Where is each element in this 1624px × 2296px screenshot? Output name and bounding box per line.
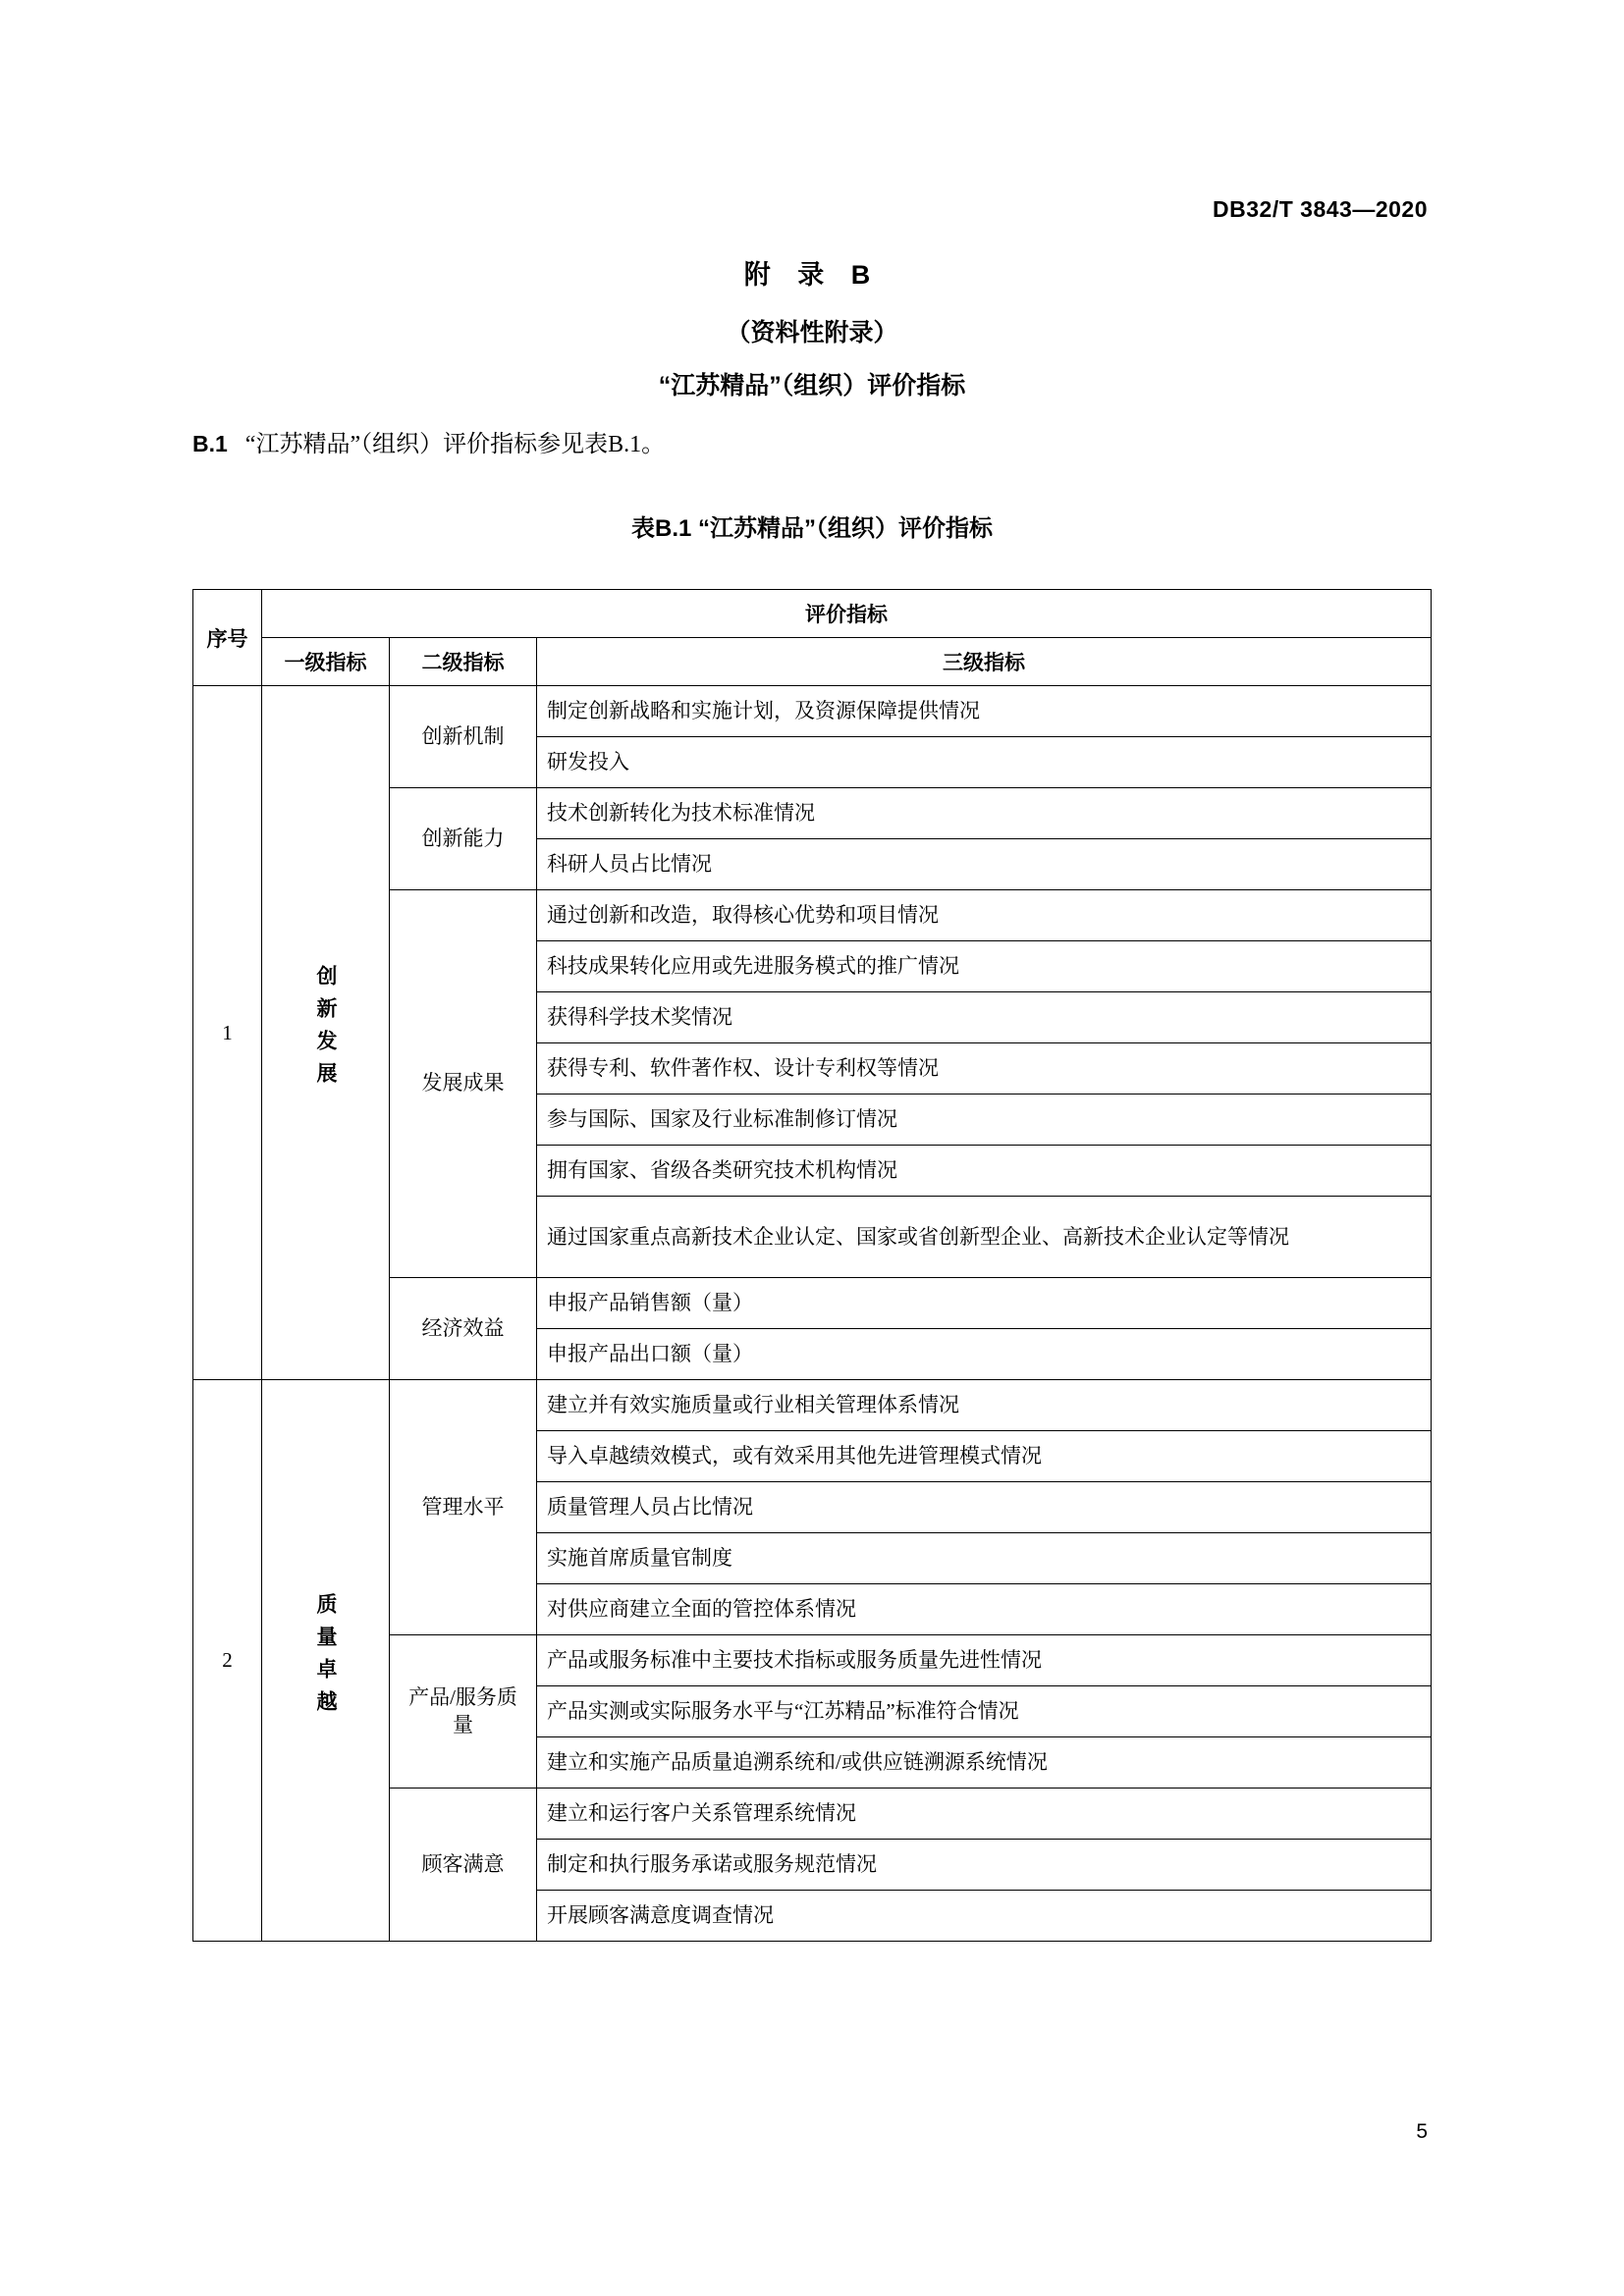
level3-cell: 实施首席质量官制度	[537, 1533, 1432, 1584]
level3-cell: 申报产品销售额（量）	[537, 1278, 1432, 1329]
clause-b1	[192, 424, 665, 458]
level3-cell: 通过创新和改造，取得核心优势和项目情况	[537, 890, 1432, 941]
level3-cell: 建立和实施产品质量追溯系统和/或供应链溯源系统情况	[537, 1737, 1432, 1789]
header-level3: 三级指标	[537, 638, 1432, 686]
clause-text: “江苏精品”（组织）评价指标参见表B.1。	[244, 432, 666, 457]
level2-cell: 经济效益	[390, 1278, 537, 1380]
table-header-row-2	[193, 638, 1432, 686]
group-level1: 质量卓越	[262, 1380, 390, 1942]
level3-cell: 获得专利、软件著作权、设计专利权等情况	[537, 1043, 1432, 1095]
evaluation-indicator-table	[192, 589, 1432, 1942]
header-level1: 一级指标	[262, 638, 390, 686]
level3-cell: 制定创新战略和实施计划，及资源保障提供情况	[537, 686, 1432, 737]
level3-cell: 参与国际、国家及行业标准制修订情况	[537, 1095, 1432, 1146]
level3-cell: 质量管理人员占比情况	[537, 1482, 1432, 1533]
table-header-row-1	[193, 590, 1432, 638]
level2-cell: 创新能力	[390, 788, 537, 890]
appendix-name: “江苏精品”（组织）评价指标	[658, 372, 966, 400]
level3-cell: 建立和运行客户关系管理系统情况	[537, 1789, 1432, 1840]
level3-cell: 科技成果转化应用或先进服务模式的推广情况	[537, 941, 1432, 992]
header-level2: 二级指标	[390, 638, 537, 686]
header-group: 评价指标	[262, 590, 1432, 638]
appendix-type: （资料性附录）	[726, 319, 898, 347]
level3-cell: 制定和执行服务承诺或服务规范情况	[537, 1840, 1432, 1891]
level2-cell: 产品/服务质量	[390, 1635, 537, 1789]
level3-cell: 申报产品出口额（量）	[537, 1329, 1432, 1380]
level3-cell: 研发投入	[537, 737, 1432, 788]
level2-cell: 顾客满意	[390, 1789, 537, 1942]
group-seq: 2	[193, 1380, 262, 1942]
level3-cell: 开展顾客满意度调查情况	[537, 1891, 1432, 1942]
level3-cell: 建立并有效实施质量或行业相关管理体系情况	[537, 1380, 1432, 1431]
header-seq: 序号	[193, 590, 262, 686]
level3-cell: 对供应商建立全面的管控体系情况	[537, 1584, 1432, 1635]
page-number: 5	[1416, 2120, 1428, 2143]
level3-cell: 拥有国家、省级各类研究技术机构情况	[537, 1146, 1432, 1197]
table-row	[193, 686, 1432, 737]
level3-cell: 导入卓越绩效模式，或有效采用其他先进管理模式情况	[537, 1431, 1432, 1482]
level3-cell: 产品或服务标准中主要技术指标或服务质量先进性情况	[537, 1635, 1432, 1686]
appendix-title: 附 录 B	[743, 260, 881, 290]
level3-cell: 通过国家重点高新技术企业认定、国家或省创新型企业、高新技术企业认定等情况	[537, 1197, 1432, 1278]
level3-cell: 技术创新转化为技术标准情况	[537, 788, 1432, 839]
level3-cell: 科研人员占比情况	[537, 839, 1432, 890]
level3-cell: 获得科学技术奖情况	[537, 992, 1432, 1043]
level2-cell: 管理水平	[390, 1380, 537, 1635]
level3-cell: 产品实测或实际服务水平与“江苏精品”标准符合情况	[537, 1686, 1432, 1737]
level2-cell: 发展成果	[390, 890, 537, 1278]
appendix-title-block	[0, 253, 1624, 401]
clause-number: B.1	[192, 431, 228, 456]
group-seq: 1	[193, 686, 262, 1380]
table-caption: 表B.1 “江苏精品”（组织）评价指标	[630, 515, 993, 542]
level2-cell: 创新机制	[390, 686, 537, 788]
table-row	[193, 1380, 1432, 1431]
group-level1: 创新发展	[262, 686, 390, 1380]
standard-code-header: DB32/T 3843—2020	[1213, 196, 1428, 222]
